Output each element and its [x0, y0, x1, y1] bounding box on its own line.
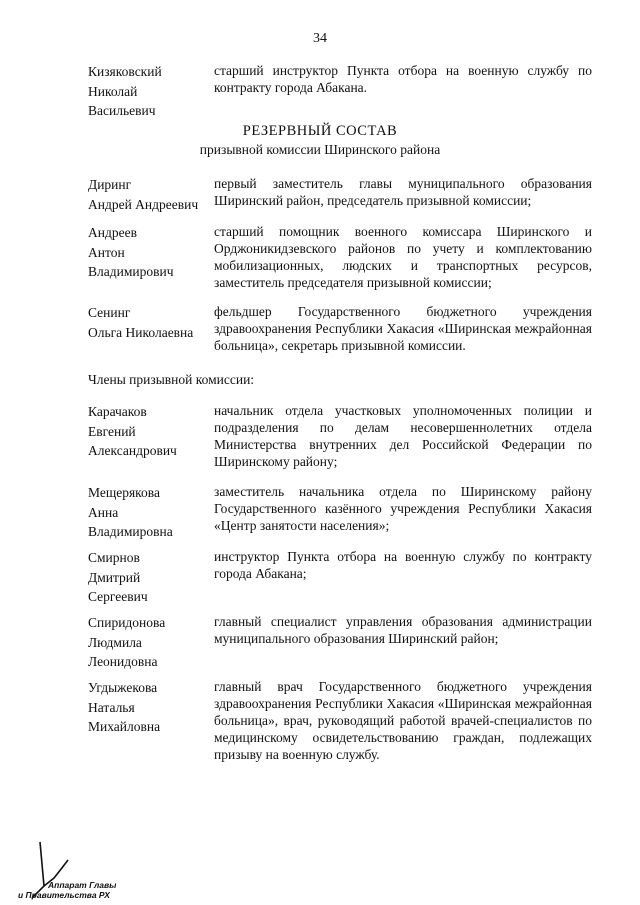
person-name: Карачаков Евгений Александрович — [88, 404, 177, 458]
members-label: Члены призывной комиссии: — [88, 372, 255, 387]
person-name: Сенинг Ольга Николаевна — [88, 305, 194, 340]
person-position: инструктор Пункта отбора на военную службу по контракту города Абакана; — [214, 549, 592, 581]
person-position: заместитель начальника отдела по Ширинскому району Государственного казённого учреждения Республики Хакасия «Центр занятости населения»; — [214, 484, 592, 533]
person-position: главный специалист управления образования администрации муниципального образования Ширинский район; — [214, 614, 592, 646]
section-subheading: призывной комиссии Ширинского района — [199, 142, 441, 157]
office-stamp — [18, 838, 117, 900]
section-heading: РЕЗЕРВНЫЙ СОСТАВ — [242, 123, 398, 139]
person-name: Спиридонова Людмила Леонидовна — [88, 615, 166, 669]
person-name: Угдыжекова Наталья Михайловна — [88, 680, 161, 734]
person-position: начальник отдела участковых уполномоченных полиции и подразделения по делам несовершеннолетних отдела Министерства внутренних дел Российской Федерации по Ширинскому району; — [214, 403, 592, 469]
stamp-line-2: и Правительства РХ — [18, 890, 110, 900]
person-name: Смирнов Дмитрий Сергеевич — [88, 550, 148, 604]
person-name: Диринг Андрей Андреевич — [88, 177, 199, 212]
person-position: старший инструктор Пункта отбора на военную службу по контракту города Абакана. — [214, 63, 592, 95]
stamp-line-1: Аппарат Главы — [48, 880, 117, 890]
person-position: старший помощник военного комиссара Ширинского и Орджоникидзевского районов по учету и комплектованию мобилизационных, людских и транспортных ресурсов, заместитель председателя призывной комиссии; — [214, 224, 592, 290]
person-position: фельдшер Государственного бюджетного учреждения здравоохранения Республики Хакасия «Ширинская межрайонная больница», секретарь призывной комиссии. — [214, 304, 592, 353]
page-number: 34 — [313, 31, 327, 46]
person-position: главный врач Государственного бюджетного учреждения здравоохранения Республики Хакасия «Ширинская межрайонная больница», врач, руководящий работой врачей-специалистов по медицинскому освидетельствованию граждан, подлежащих призыву на военную службу. — [214, 679, 592, 762]
person-position: первый заместитель главы муниципального образования Ширинский район, председатель призывной комиссии; — [214, 176, 592, 208]
person-name: Андреев Антон Владимирович — [88, 225, 174, 279]
person-name: Мещерякова Анна Владимировна — [88, 485, 173, 539]
person-name: Кизяковский Николай Васильевич — [88, 64, 162, 118]
